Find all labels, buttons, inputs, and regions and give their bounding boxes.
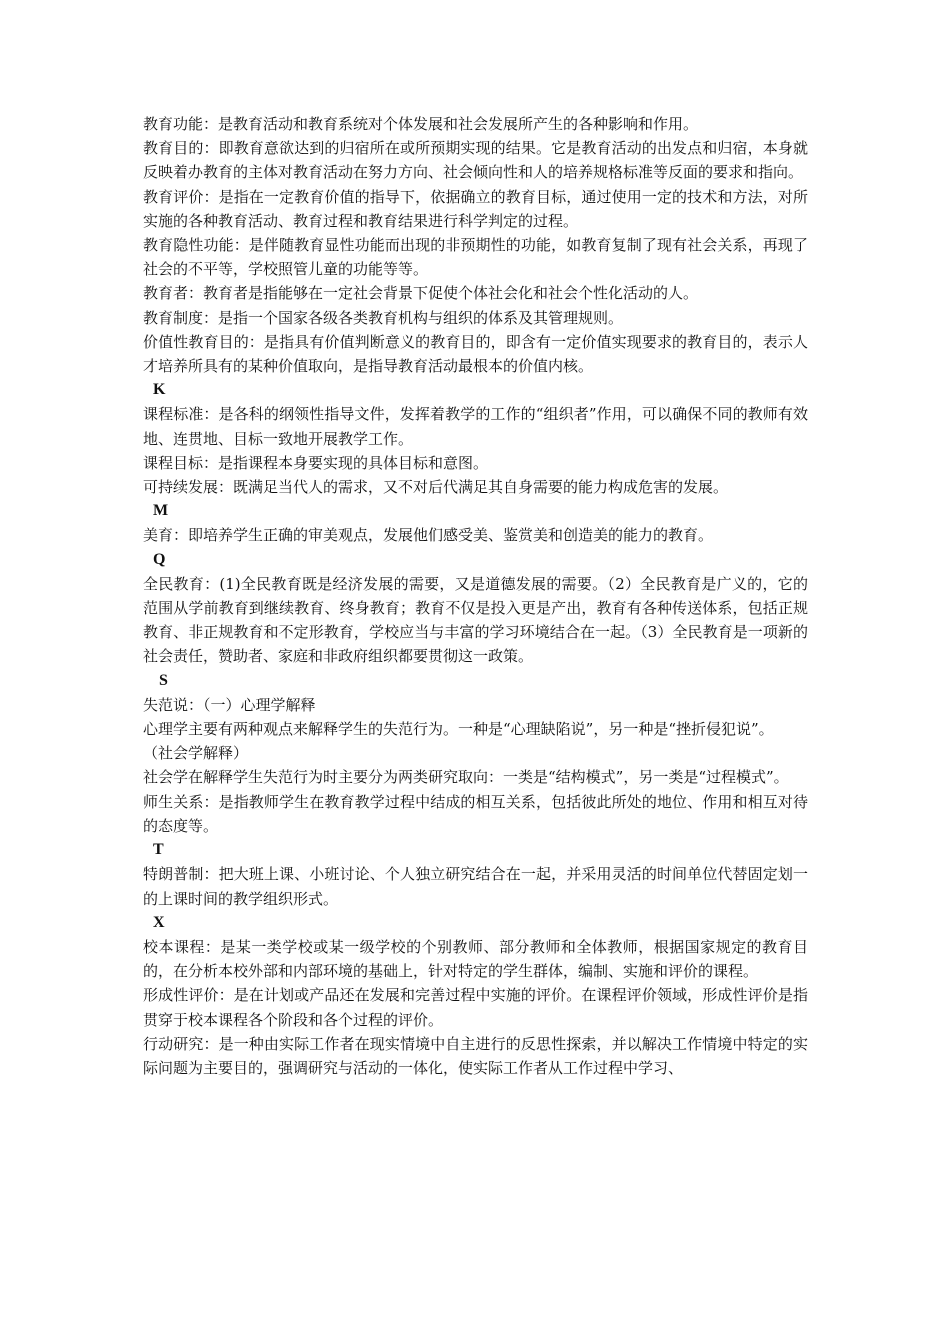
section-letter-k: K <box>153 381 166 399</box>
term-shifanshuo: 失范说：（一）心理学解释 <box>143 695 316 714</box>
term-xiaoben-kecheng: 校本课程：是某一类学校或某一级学校的个别教师、部分教师和全体教师，根据国家规定的教育目的，在分析本校外部和内部环境的基础上，针对特定的学生群体，编制、实施和评价的课程。 <box>143 937 808 981</box>
term-jiaoyu-pingjia: 教育评价：是指在一定教育价值的指导下，依据确立的教育目标，通过使用一定的技术和方法，对所实施的各种教育活动、教育过程和教育结果进行科学判定的过程。 <box>143 187 808 230</box>
term-jiazhixing-jiaoyu-mudi: 价值性教育目的：是指具有价值判断意义的教育目的，即含有一定价值实现要求的教育目的，表示人才培养所具有的某种价值取向，是指导教育活动最根本的价值内核。 <box>143 332 808 376</box>
term-jiaoyu-gongneng: 教育功能：是教育活动和教育系统对个体发展和社会发展所产生的各种影响和作用。 <box>143 115 699 133</box>
term-shisheng-guanxi: 师生关系：是指教师学生在教育教学过程中结成的相互关系，包括彼此所处的地位、作用和相互对待的态度等。 <box>143 792 808 835</box>
term-kecheng-biaozhun: 课程标准：是各科的纲领性指导文件，发挥着教学的工作的“组织者”作用，可以确保不同的教师有效地、连贯地、目标一致地开展教学工作。 <box>143 405 808 448</box>
term-kecheng-mubiao: 课程目标：是指课程本身要实现的具体目标和意图。 <box>143 453 489 472</box>
document-page <box>143 112 808 1080</box>
section-letter-t: T <box>153 841 164 859</box>
section-letter-s: S <box>159 671 168 689</box>
term-xingchengxing-pingjia: 形成性评价：是在计划或产品还在发展和完善过程中实施的评价。在课程评价领域，形成性评价是指贯穿于校本课程各个阶段和各个过程的评价。 <box>143 986 808 1029</box>
section-letter-m: M <box>153 502 169 520</box>
term-shifanshuo-shehuixue: 社会学在解释学生失范行为时主要分为两类研究取向：一类是“结构模式”，另一类是“过程模式”。 <box>143 768 789 787</box>
term-jiaoyuzhe: 教育者：教育者是指能够在一定社会背景下促使个体社会化和社会个性化活动的人。 <box>143 284 699 303</box>
term-xingdong-yanjiu: 行动研究：是一种由实际工作者在现实情境中自主进行的反思性探索，并以解决工作情境中特定的实际问题为主要目的，强调研究与活动的一体化，使实际工作者从工作过程中学习、 <box>143 1034 808 1077</box>
term-jiaoyu-zhidu: 教育制度：是指一个国家各级各类教育机构与组织的体系及其管理规则。 <box>143 308 624 327</box>
term-jiaoyu-mudi: 教育目的：即教育意欲达到的归宿所在或所预期实现的结果。它是教育活动的出发点和归宿，本身就反映着办教育的主体对教育活动在努力方向、社会倾向性和人的培养规格标准等反面的要求和指向。 <box>143 139 808 182</box>
term-jiaoyu-yinxing-gongneng: 教育隐性功能：是伴随教育显性功能而出现的非预期性的功能，如教育复制了现有社会关系，再现了社会的不平等，学校照管儿童的功能等等。 <box>143 236 808 279</box>
term-kechixu-fazhan: 可持续发展：既满足当代人的需求，又不对后代满足其自身需要的能力构成危害的发展。 <box>143 478 729 497</box>
section-letter-q: Q <box>153 550 166 568</box>
term-meiyu: 美育：即培养学生正确的审美观点，发展他们感受美、鉴赏美和创造美的能力的教育。 <box>143 526 714 545</box>
term-quanmin-jiaoyu: 全民教育：(1)全民教育既是经济发展的需要，又是道德发展的需要。（2）全民教育是广义的，它的范围从学前教育到继续教育、终身教育；教育不仅是投入更是产出，教育有各种传送体系，包括正规教育、非正规教育和不定形教育，学校应当与丰富的学习环境结合在一起。（3）全民教育是一项新的社会责任，赞助者、家庭和非政府组织都要贯彻这一政策。 <box>143 574 808 666</box>
section-letter-x: X <box>153 913 165 931</box>
term-shifanshuo-shehuixue-heading: （社会学解释） <box>143 744 249 763</box>
term-shifanshuo-xinlixue: 心理学主要有两种观点来解释学生的失范行为。一种是“心理缺陷说”，另一种是“挫折侵犯说”。 <box>143 720 774 739</box>
term-telangpu-zhi: 特朗普制：把大班上课、小班讨论、个人独立研究结合在一起，并采用灵活的时间单位代替固定划一的上课时间的教学组织形式。 <box>143 865 808 908</box>
